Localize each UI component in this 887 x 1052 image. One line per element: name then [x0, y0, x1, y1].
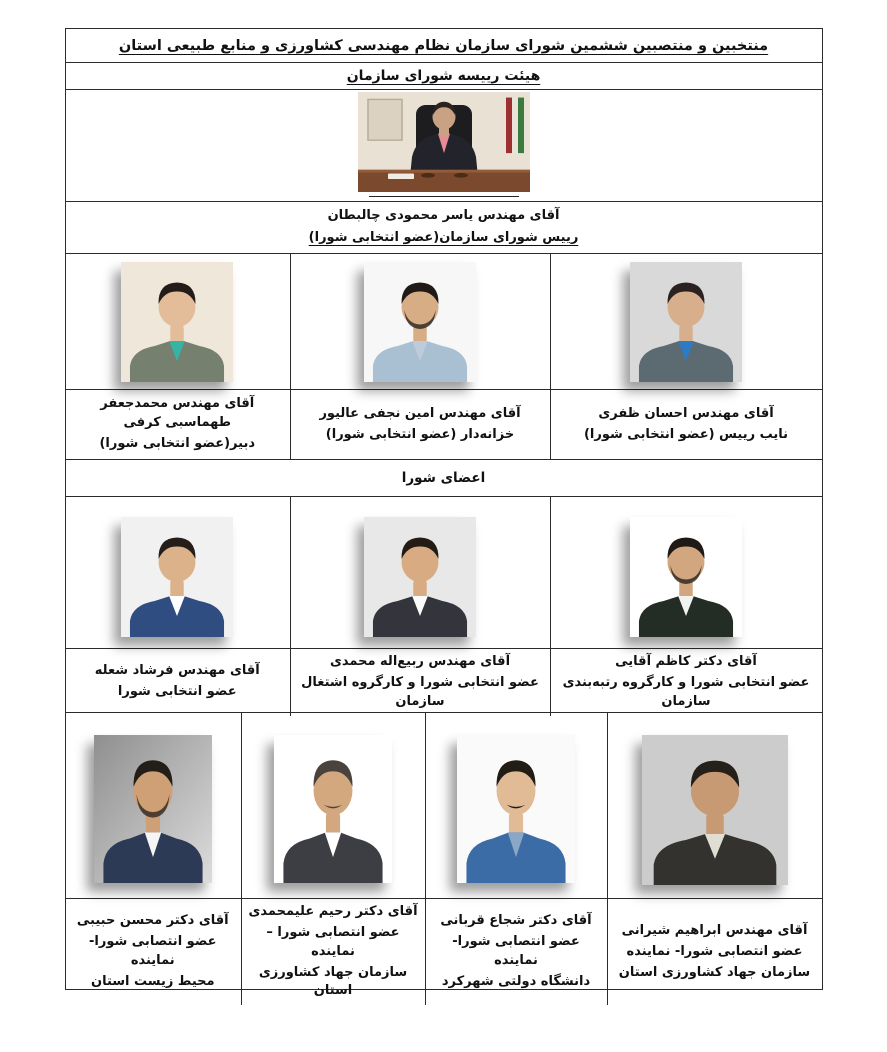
member-org: سازمان جهاد کشاورزی استان [618, 964, 811, 980]
chairman-name: آقای مهندس یاسر محمودی چالبطان [327, 208, 560, 224]
photo-underline [369, 196, 519, 197]
photo-cell [65, 254, 290, 389]
member-role: نایب رییس (عضو انتخابی شورا) [583, 426, 789, 442]
member-name: آقای مهندس امین نجفی عالیور [319, 405, 521, 421]
member-name: آقای دکتر کاظم آقایی [615, 654, 757, 669]
member-org: سازمان جهاد کشاورزی استان [258, 964, 408, 999]
member-name: آقای مهندس احسان ظفری [598, 405, 774, 421]
chairman-caption [66, 202, 822, 254]
member-name: آقای دکتر رحیم علیمحمدی [248, 904, 418, 919]
member-name: آقای مهندس محمدجعفر طهماسبی کرفی [100, 396, 255, 431]
portrait-photo [121, 517, 233, 637]
photo-cell [550, 254, 822, 389]
document-title: منتخبین و منتصبین ششمین شورای سازمان نظام مهندسی کشاورزی و منابع طبیعی استان [118, 37, 769, 54]
chairman-photo-row [66, 90, 822, 202]
member-role: عضو انتصابی شورا- نماینده [626, 943, 803, 959]
member-name: آقای مهندس فرشاد شعله [94, 663, 260, 679]
appointed-captions-row [66, 899, 822, 999]
member-org: محیط زیست استان [90, 973, 215, 989]
caption-cell [425, 899, 607, 1005]
portrait-photo [94, 735, 212, 883]
presidium-header: هیئت رییسه شورای سازمان [346, 68, 541, 84]
member-name: آقای مهندس ربیع‌اله محمدی [329, 654, 511, 669]
portrait-photo [121, 262, 233, 382]
members-photos-row [66, 497, 822, 649]
chairman-photo [358, 92, 530, 192]
members-header: اعضای شورا [401, 470, 486, 486]
member-role: دبیر(عضو انتخابی شورا) [99, 435, 256, 451]
member-role: عضو انتصابی شورا- نماینده [452, 934, 580, 969]
presidium-header-row [66, 63, 822, 90]
photo-cell [290, 254, 550, 389]
portrait-photo [364, 262, 476, 382]
caption-cell [65, 899, 241, 1005]
photo-cell [425, 713, 607, 898]
member-org: دانشگاه دولتی شهرکرد [441, 973, 591, 989]
presidium-photos-row [66, 254, 822, 390]
photo-cell [65, 713, 241, 898]
member-role: عضو انتخابی شورا و کارگروه رتبه‌بندی سازمان [562, 674, 810, 709]
member-role: عضو انتصابی شورا –نماینده [266, 924, 400, 959]
portrait-photo [457, 735, 575, 883]
caption-cell [65, 390, 290, 459]
member-name: آقای مهندس ابراهیم شیرانی [621, 922, 808, 938]
caption-cell [65, 649, 290, 716]
member-role: عضو انتخابی شورا و کارگروه اشتغال سازمان [301, 674, 539, 709]
chairman-photo-wrap [358, 92, 530, 197]
portrait-photo [630, 262, 742, 382]
member-role: عضو انتخابی شورا [117, 684, 237, 700]
council-document [65, 28, 823, 999]
member-role: عضو انتصابی شورا- نماینده [88, 934, 217, 969]
caption-cell [241, 899, 425, 1005]
caption-cell [607, 899, 822, 1005]
document-title-row [66, 29, 822, 63]
photo-cell [65, 497, 290, 648]
photo-cell [550, 497, 822, 648]
photo-cell [290, 497, 550, 648]
portrait-photo [274, 735, 392, 883]
caption-cell [550, 390, 822, 459]
caption-cell [550, 649, 822, 716]
presidium-captions-row [66, 390, 822, 460]
members-captions-row [66, 649, 822, 713]
portrait-photo [630, 517, 742, 637]
members-header-row [66, 460, 822, 497]
member-name: آقای دکتر محسن حبیبی [76, 913, 229, 929]
portrait-photo [364, 517, 476, 637]
caption-cell [290, 390, 550, 459]
photo-cell [241, 713, 425, 898]
portrait-photo [642, 735, 788, 885]
photo-cell [607, 713, 822, 898]
caption-cell [290, 649, 550, 716]
chairman-role: رییس شورای سازمان(عضو انتخابی شورا) [308, 230, 579, 245]
member-name: آقای دکتر شجاع قربانی [440, 913, 592, 929]
appointed-photos-row [66, 713, 822, 899]
member-role: خزانه‌دار (عضو انتخابی شورا) [325, 426, 515, 442]
